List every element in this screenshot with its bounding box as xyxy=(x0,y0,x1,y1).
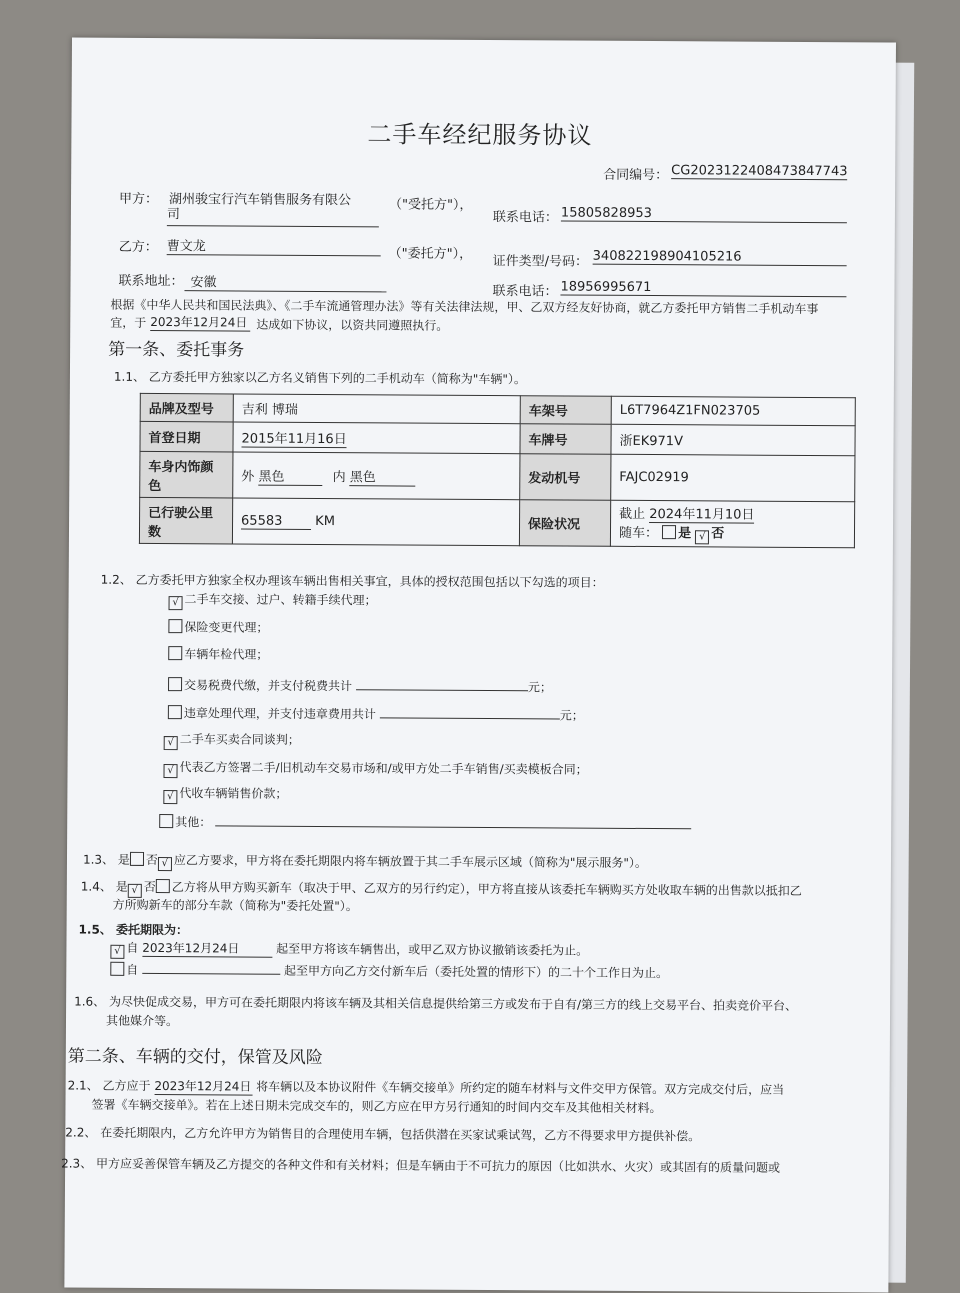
section2-title: 第二条、车辆的交付，保管及风险 xyxy=(67,1046,323,1069)
color-cell xyxy=(233,452,520,500)
intro-date: 2023年12月24日 xyxy=(150,313,250,332)
reg-cell xyxy=(233,422,520,454)
scope-item xyxy=(159,811,691,833)
scope-label: 二手车交接、过户、转籍手续代理； xyxy=(184,592,377,608)
clause-2-2: 2.2、 在委托期限内，乙方允许甲方为销售目的合理使用车辆，包括供潜在买家试乘试驾，乙方不得要求甲方提供补偿。 xyxy=(65,1125,701,1144)
reg-label: 首登日期 xyxy=(140,421,233,452)
c14-yes-checkbox[interactable]: √ xyxy=(128,884,142,898)
scope-item xyxy=(168,618,268,636)
c13-yes-checkbox[interactable] xyxy=(130,852,144,866)
c14-line2: 方所购新车的部分车款（简称为"委托处置"）。 xyxy=(112,897,358,914)
insurance-expiry-row xyxy=(619,503,846,523)
term-row-2 xyxy=(110,959,668,981)
c14-no-checkbox[interactable] xyxy=(156,879,170,893)
checkbox-yes[interactable] xyxy=(662,525,676,539)
no-label: 否 xyxy=(711,526,725,542)
party-b-addr-label: 联系地址： xyxy=(118,273,184,290)
term1-checkbox[interactable]: √ xyxy=(110,945,124,959)
scope-checkbox[interactable] xyxy=(168,677,182,691)
c21-prefix: 2.1、 乙方应于 xyxy=(67,1078,151,1093)
scope-item xyxy=(163,758,587,781)
scope-checkbox[interactable]: √ xyxy=(169,596,183,610)
other-field[interactable] xyxy=(215,811,691,829)
clause-1-1: 1.1、 乙方委托甲方独家以乙方名义销售下列的二手机动车（简称为"车辆"）。 xyxy=(113,369,526,387)
clause-1-2: 1.2、 乙方委托甲方独家全权办理该车辆出售相关事宜，具体的授权范围包括以下勾选的项目： xyxy=(100,572,604,590)
scope-checkbox[interactable]: √ xyxy=(164,736,178,750)
term1-date: 2023年12月24日 xyxy=(142,939,272,958)
term2-from: 自 xyxy=(126,962,139,977)
scope-label: 保险变更代理； xyxy=(184,620,269,635)
c21-rest: 将车辆以及本协议附件《车辆交接单》所约定的随车材料与文件交甲方保管。双方完成交付后，应当 xyxy=(256,1079,785,1097)
c14-line1: 乙方将从甲方购买新车（取决于甲、乙双方的另行约定），甲方将直接从该委托车辆购买方处收取车辆的出售款以抵扣乙 xyxy=(171,880,802,898)
party-b-addr: 安徽 xyxy=(184,271,386,292)
insurance-with: 随车： xyxy=(618,525,659,542)
tax-amount-field[interactable] xyxy=(356,675,528,691)
mileage-unit: KM xyxy=(315,513,335,529)
c21-date: 2023年12月24日 xyxy=(154,1077,252,1096)
scope-label: 违章处理代理，并支付违章费用共计 xyxy=(183,706,376,722)
scope-label: 其他： xyxy=(175,815,212,830)
scope-label: 代收车辆销售价款； xyxy=(179,786,288,801)
clause-1-3 xyxy=(83,851,647,874)
scope-checkbox[interactable] xyxy=(168,619,182,633)
term2-checkbox[interactable] xyxy=(110,962,124,976)
scope-label: 二手车买卖合同谈判； xyxy=(179,732,300,747)
c14-prefix: 1.4、 是 xyxy=(80,879,128,894)
scope-tail: 元； xyxy=(527,680,552,695)
engine-value: FAJC02919 xyxy=(611,454,855,501)
party-a-phone: 15805828953 xyxy=(561,205,847,223)
c14-no: 否 xyxy=(143,879,156,895)
document-title: 二手车经纪服务协议 xyxy=(367,120,593,150)
term2-text: 起至甲方向乙方交付新车后（委托处置的情形下）的二十个工作日为止。 xyxy=(283,963,669,981)
contract-no: CG2023122408473847743 xyxy=(671,163,848,180)
clause-2-1-line2: 签署《车辆交接单》。若在上述日期未完成交车的，则乙方应在甲方另行通知的时间内交车及其他相关材料。 xyxy=(91,1097,662,1116)
party-a-role: （"受托方"）， xyxy=(388,197,473,213)
engine-label: 发动机号 xyxy=(520,454,611,501)
scope-item xyxy=(169,590,377,611)
clause-2-3: 2.3、 甲方应妥善保管车辆及乙方提交的各种文件和有关材料；但是车辆由于不可抗力的原因（比如洪水、火灾）或其固有的质量问题或 xyxy=(61,1156,781,1175)
insurance-label: 保险状况 xyxy=(519,500,610,547)
plate-value: 浙EK971V xyxy=(611,424,855,455)
intro-suffix: 达成如下协议，以资共同遵照执行。 xyxy=(256,317,449,333)
yes-label: 是 xyxy=(678,526,692,542)
color-in-label: 内 xyxy=(332,469,346,485)
scope-item xyxy=(164,730,300,751)
scope-checkbox[interactable] xyxy=(159,814,173,828)
party-b-role: （"委托方"）， xyxy=(388,246,473,262)
mileage-label: 已行驶公里数 xyxy=(139,497,232,544)
brand-label: 品牌及型号 xyxy=(140,393,233,422)
c13-text: 应乙方要求，甲方将在委托期限内将车辆放置于其二手车展示区域（简称为"展示服务"）。 xyxy=(173,853,647,871)
mileage-value: 65583 xyxy=(241,513,311,529)
insurance-date: 2024年11月10日 xyxy=(649,507,755,523)
party-a-phone-label: 联系电话： xyxy=(492,210,558,226)
color-label: 车身内饰颜色 xyxy=(140,451,233,498)
scope-label: 交易税费代缴，并支付税费共计 xyxy=(184,678,353,694)
scope-label: 车辆年检代理； xyxy=(184,647,269,662)
mileage-cell xyxy=(232,498,519,546)
party-a-name-line1: 湖州骏宝行汽车销售服务有限公 xyxy=(168,192,352,209)
insurance-cell xyxy=(610,500,854,547)
vehicle-table xyxy=(139,393,856,548)
party-b-phone: 18956995671 xyxy=(560,279,846,297)
scope-tail: 元； xyxy=(559,708,584,723)
violation-amount-field[interactable] xyxy=(380,703,560,719)
vin-label: 车架号 xyxy=(520,396,611,425)
term1-text: 起至甲方将该车辆售出，或甲乙双方协议撤销该委托为止。 xyxy=(276,941,589,958)
term1-from: 自 xyxy=(126,940,139,955)
vin-value: L6T7964Z1FN023705 xyxy=(611,396,855,425)
brand-value: 吉利 博瑞 xyxy=(233,394,520,424)
scope-checkbox[interactable] xyxy=(168,705,182,719)
scope-item xyxy=(168,674,552,695)
scope-item xyxy=(168,702,584,724)
scope-item xyxy=(168,645,268,663)
clause-1-6-line1: 1.6、 为尽快促成交易，甲方可在委托期限内将该车辆及其相关信息提供给第三方或发布于自有/第三方的线上交易平台、拍卖竞价平台、 xyxy=(74,994,798,1013)
clause-1-6-line2: 其他媒介等。 xyxy=(105,1013,179,1029)
c13-no-checkbox[interactable]: √ xyxy=(158,857,172,871)
scope-checkbox[interactable]: √ xyxy=(163,764,177,778)
scope-checkbox[interactable]: √ xyxy=(163,790,177,804)
color-out-label: 外 xyxy=(241,469,255,485)
party-a-label: 甲方： xyxy=(118,191,159,208)
plate-label: 车牌号 xyxy=(520,424,611,455)
c13-no: 否 xyxy=(145,852,158,868)
scope-label: 代表乙方签署二手/旧机动车交易市场和/或甲方处二手车销售/买卖模板合同； xyxy=(179,760,588,777)
clause-1-5-title: 1.5、 委托期限为： xyxy=(78,922,189,938)
party-b-label: 乙方： xyxy=(118,239,158,256)
contract-no-label: 合同编号： xyxy=(603,167,669,184)
intro-line1: 根据《中华人民共和国民法典》、《二手车流通管理办法》等有关法律法规，甲、乙双方经友好协商，就乙方委托甲方销售二手机动车事 xyxy=(110,297,819,317)
scope-checkbox[interactable] xyxy=(168,646,182,660)
intro-prefix: 宜，于 xyxy=(110,315,147,330)
party-b-id-no: 340822198904105216 xyxy=(593,249,847,267)
term2-date-field[interactable] xyxy=(142,959,280,975)
section1-title: 第一条、委托事务 xyxy=(108,339,245,361)
party-a-name-line2: 司 xyxy=(167,203,379,227)
checkbox-no[interactable]: √ xyxy=(695,530,709,544)
party-b-id-label: 证件类型/号码： xyxy=(492,254,589,270)
insurance-prefix: 截止 xyxy=(619,506,646,522)
party-b-phone-label: 联系电话： xyxy=(492,284,558,300)
color-out: 黑色 xyxy=(258,465,322,485)
scope-item xyxy=(163,784,287,805)
contract-page xyxy=(61,37,896,1292)
color-in: 黑色 xyxy=(350,466,416,486)
c13-prefix: 1.3、 是 xyxy=(82,852,130,867)
reg-value: 2015年11月16日 xyxy=(241,431,347,448)
party-b-name: 曹文龙 xyxy=(167,235,381,256)
insurance-with-row xyxy=(619,522,846,545)
